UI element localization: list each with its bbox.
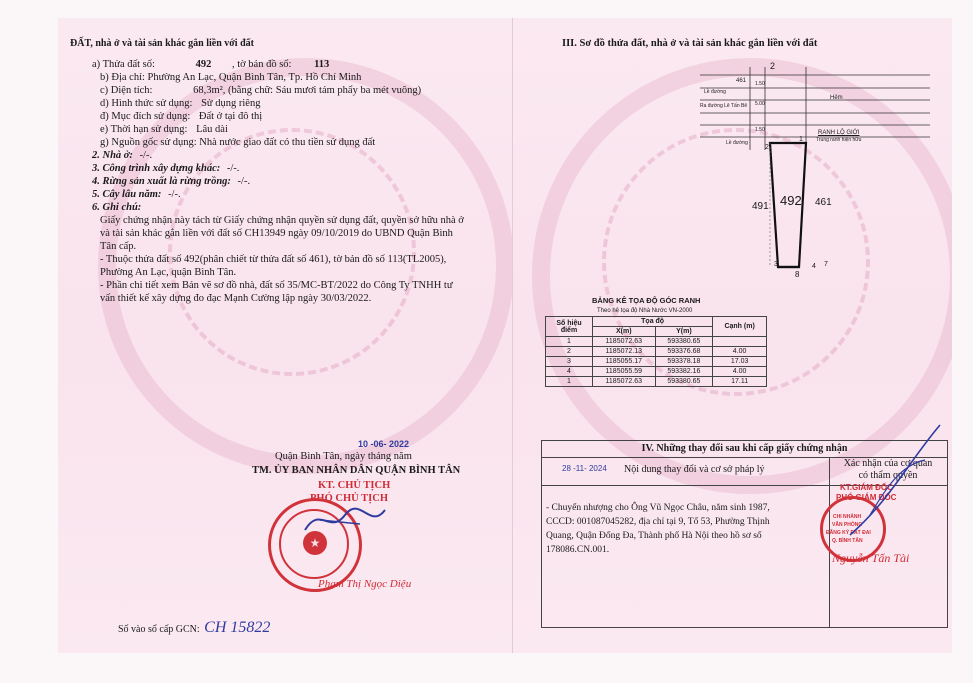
coords-header-coord: Tọa độ	[593, 317, 713, 327]
sketch-width-2: 5.00	[755, 101, 765, 107]
perennial-line	[92, 188, 181, 201]
change-entry-4: 178086.CN.001.	[546, 545, 610, 555]
sketch-point-1: 1	[799, 136, 803, 143]
note-line-1c: Tân cấp.	[100, 241, 137, 252]
coords-header-edge: Cạnh (m)	[713, 317, 767, 337]
sketch-point-7: 7	[824, 261, 828, 268]
coords-cell-p: 1	[546, 337, 593, 347]
coords-cell-p: 4	[546, 367, 593, 377]
sketch-point-8: 8	[795, 270, 800, 279]
usage-form-line	[100, 97, 260, 110]
housing-value: -/-.	[139, 150, 153, 161]
housing-line	[92, 149, 152, 162]
issue-date-line: Quận Bình Tân, ngày tháng năm	[275, 451, 412, 462]
change-entry-1: - Chuyển nhượng cho Ông Vũ Ngọc Châu, năm sinh 1987,	[546, 503, 770, 513]
note-line-2b: Phường An Lạc, quận Bình Tân.	[100, 267, 237, 278]
coords-table	[545, 316, 767, 387]
sketch-hem: Hẻm	[830, 95, 843, 101]
sketch-point-3: 3	[774, 261, 778, 268]
serial-line	[118, 621, 270, 636]
deputy-kt: KT. CHỦ TỊCH	[318, 480, 391, 491]
coords-cell-y: 593376.68	[655, 347, 713, 357]
note-line-1b: và tài sản khác gắn liền với đất số CH13949 ngày 09/10/2019 do UBND Quận Bình	[100, 228, 453, 239]
serial-number: CH 15822	[204, 619, 271, 636]
sketch-point-4: 4	[812, 263, 816, 270]
map-sheet-label: , tờ bản đồ số:	[231, 59, 292, 70]
sketch-label-461-top: 461	[736, 78, 747, 84]
coords-row	[546, 347, 767, 357]
coords-cell-e: 4.00	[713, 347, 767, 357]
forest-line	[92, 175, 250, 188]
other-works-line	[92, 162, 239, 175]
change-stamp-pgd: PHÓ GIÁM ĐỐC	[836, 493, 897, 502]
coords-cell-x: 1185072.63	[593, 337, 656, 347]
note-line-2a: - Thuộc thửa đất số 492(phân chiết từ thửa đất số 461), tờ bản đồ số 113(TL2005),	[100, 254, 447, 265]
change-entry-3: Quang, Quận Đống Đa, Thành phố Hà Nội theo hồ sơ số	[546, 531, 762, 541]
seal-text-2: VĂN PHÒNG	[832, 522, 863, 528]
coords-cell-x: 1185055.59	[593, 367, 656, 377]
sketch-road-1: Lề đường	[704, 89, 726, 95]
coords-cell-y: 593382.16	[655, 367, 713, 377]
coords-cell-x: 1185072.13	[593, 347, 656, 357]
signature-left	[300, 500, 390, 540]
forest-label: 4. Rừng sản xuất là rừng trồng:	[92, 176, 231, 187]
sketch-parcel-461: 461	[815, 197, 832, 208]
parcel-label: a) Thửa đất số:	[92, 59, 155, 70]
serial-label: Số vào sổ cấp GCN:	[118, 624, 200, 635]
other-works-value: -/-.	[226, 163, 240, 174]
seal-text-1: CHI NHÁNH	[833, 514, 862, 520]
parcel-number: 492	[195, 59, 212, 70]
signer-name-left: Phạm Thị Ngọc Diệu	[318, 578, 412, 590]
changes-title: IV. Những thay đổi sau khi cấp giấy chứng nhận	[542, 441, 947, 458]
sketch-point-2: 2	[765, 144, 769, 151]
area-label: c) Diện tích:	[100, 85, 153, 96]
sketch-road-3: Lề đường	[726, 140, 748, 146]
coords-cell-e: 4.00	[713, 367, 767, 377]
seal-text-3: ĐĂNG KÝ ĐẤT ĐAI	[826, 530, 871, 536]
purpose-line	[100, 110, 262, 123]
parcel-sketch	[690, 55, 940, 285]
coords-cell-y: 593380.65	[655, 337, 713, 347]
official-seal-left: ★	[268, 498, 362, 592]
coords-header-y: Y(m)	[655, 327, 713, 337]
note-line-3a: - Phần chi tiết xem Bản vẽ sơ đồ nhà, đất số 35/MC-BT/2022 do Công Ty TNHH tư	[100, 280, 453, 291]
parcel-line	[92, 58, 329, 71]
coords-cell-x: 1185072.63	[593, 377, 656, 387]
coords-title: BẢNG KÊ TỌA ĐỘ GÓC RANH	[592, 296, 701, 305]
changes-col1-header: Nội dung thay đổi và cơ sở pháp lý	[624, 464, 765, 475]
change-date-stamp: 28 -11- 2024	[562, 464, 607, 473]
other-works-label: 3. Công trình xây dựng khác:	[92, 163, 221, 174]
fold-line	[512, 18, 513, 653]
coords-subtitle: Theo hệ tọa độ Nhà Nước VN-2000	[597, 308, 693, 314]
right-header: III. Sơ đồ thửa đất, nhà ở và tài sản khác gắn liền với đất	[562, 38, 818, 49]
usage-form-label: d) Hình thức sử dụng:	[100, 98, 193, 109]
coords-cell-e: 17.11	[713, 377, 767, 387]
signer-name-right: Nguyễn Tấn Tài	[832, 551, 910, 565]
perennial-value: -/-.	[168, 189, 181, 200]
coords-row	[546, 367, 767, 377]
sketch-parcel-492: 492	[780, 193, 802, 208]
address-line: b) Địa chỉ: Phường An Lạc, Quận Bình Tân, Tp. Hồ Chí Minh	[100, 72, 362, 83]
authority-title: TM. ỦY BAN NHÂN DÂN QUẬN BÌNH TÂN	[252, 465, 461, 476]
note-line-1a: Giấy chứng nhận này tách từ Giấy chứng nhận quyền sử dụng đất, quyền sở hữu nhà ở	[100, 215, 464, 226]
term-value: Lâu dài	[196, 124, 228, 135]
change-stamp-kt: KT.GIÁM ĐỐC	[840, 483, 893, 492]
sketch-ranh: RANH LỘ GIỚI	[818, 130, 860, 136]
purpose-label: đ) Mục đích sử dụng:	[100, 111, 191, 122]
sketch-parcel-491: 491	[752, 201, 769, 212]
left-header: ĐẤT, nhà ở và tài sản khác gắn liền với đất	[70, 38, 254, 49]
term-line	[100, 123, 228, 136]
sketch-ranh-sub: Trung ranh hiện hữu	[816, 137, 862, 143]
coords-row	[546, 357, 767, 367]
sketch-label-2-top: 2	[770, 61, 776, 71]
seal-text-4: Q. BÌNH TÂN	[832, 538, 863, 544]
map-sheet-number: 113	[314, 59, 330, 70]
coords-cell-p: 1	[546, 377, 593, 387]
perennial-label: 5. Cây lâu năm:	[92, 189, 162, 200]
term-label: e) Thời hạn sử dụng:	[100, 124, 188, 135]
sketch-width-3: 1.50	[755, 127, 765, 133]
forest-value: -/-.	[237, 176, 251, 187]
note-line-3b: vấn thiết kế xây dựng đo đạc Mạnh Cường lập ngày 30/03/2022.	[100, 293, 372, 304]
signature-right	[830, 420, 950, 540]
notes-label: 6. Ghi chú:	[92, 202, 142, 213]
changes-col2-header: Xác nhận của cơ quan có thẩm quyền	[843, 458, 933, 481]
coords-header-point: Số hiệu điểm	[546, 317, 593, 337]
coords-cell-x: 1185055.17	[593, 357, 656, 367]
coords-row	[546, 337, 767, 347]
coords-cell-y: 593378.18	[655, 357, 713, 367]
coords-header-x: X(m)	[593, 327, 656, 337]
coords-cell-e: 17.03	[713, 357, 767, 367]
sketch-width-1: 1.50	[755, 81, 765, 87]
change-entry-2: CCCD: 001087045282, địa chỉ tại 9, Tổ 53, Phường Thịnh	[546, 517, 770, 527]
coords-cell-e	[713, 337, 767, 347]
vice-chairman: PHÓ CHỦ TỊCH	[310, 493, 388, 504]
sketch-road-2: Ra đường Lê Tấn Bê	[700, 103, 748, 109]
housing-label: 2. Nhà ở:	[92, 150, 133, 161]
coords-cell-y: 593380.65	[655, 377, 713, 387]
coords-cell-p: 3	[546, 357, 593, 367]
issue-date-stamp: 10 -06- 2022	[358, 439, 410, 449]
origin-line: g) Nguồn gốc sử dụng: Nhà nước giao đất có thu tiền sử dụng đất	[100, 137, 376, 148]
coords-row	[546, 377, 767, 387]
area-line	[100, 84, 421, 97]
coords-cell-p: 2	[546, 347, 593, 357]
purpose-value: Đất ở tại đô thị	[198, 111, 263, 122]
usage-form-value: Sử dụng riêng	[201, 98, 261, 109]
area-value: 68,3m², (bằng chữ: Sáu mươi tám phẩy ba mét vuông)	[193, 85, 422, 96]
